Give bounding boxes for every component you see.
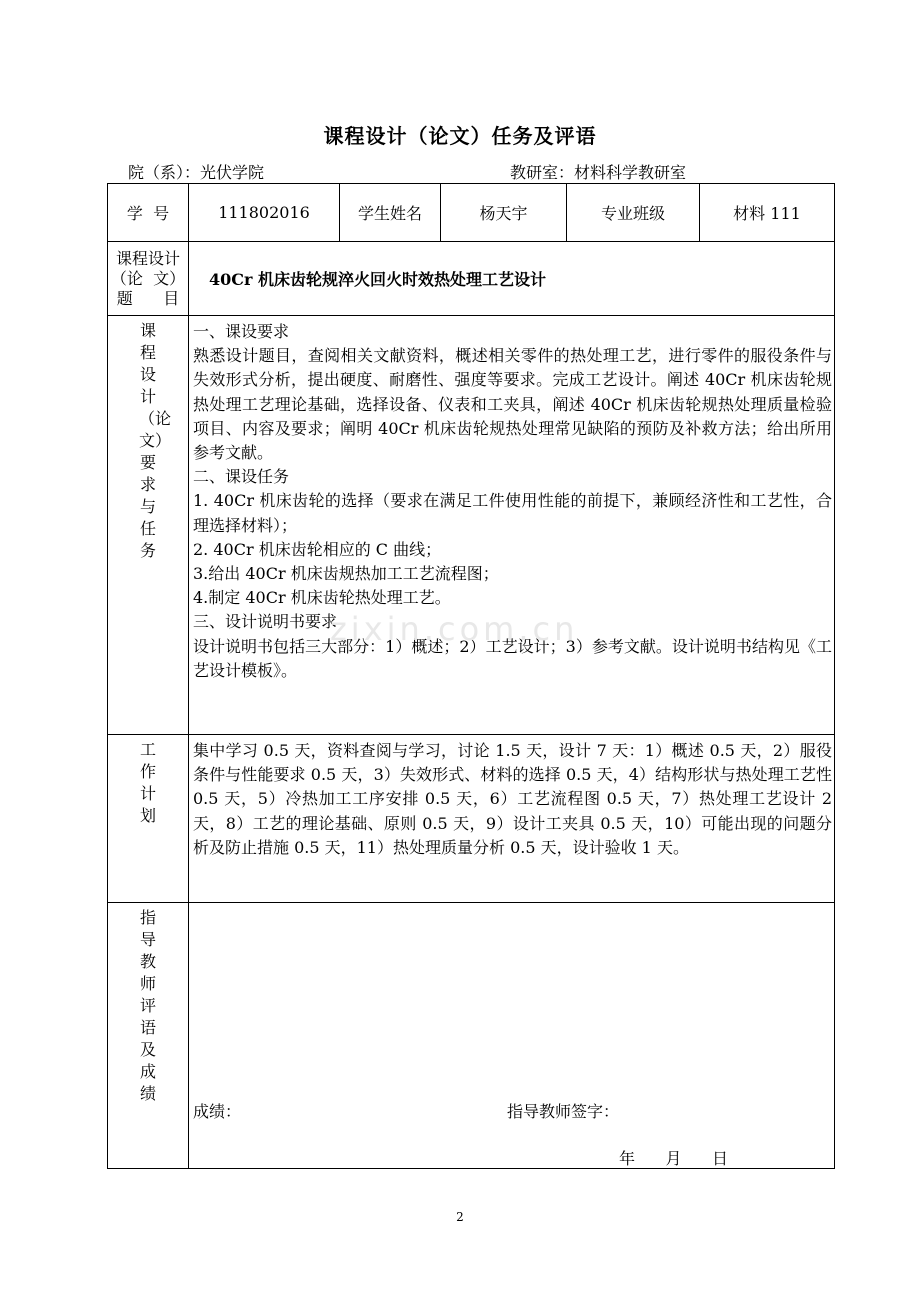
student-id-value: 111802016 [189, 184, 340, 242]
topic-label-line: 课程设计 [115, 248, 180, 268]
work-plan-label-text: 工作计划 [139, 740, 156, 825]
work-plan-row [108, 735, 835, 903]
document-title: 课程设计（论文）任务及评语 [323, 124, 597, 148]
task-item: 3.给出 40Cr 机床齿规热加工工艺流程图； [193, 564, 499, 584]
task-item: 4.制定 40Cr 机床齿轮热处理工艺。 [193, 588, 451, 608]
task-item: 2. 40Cr 机床齿轮相应的 C 曲线； [193, 539, 442, 559]
topic-value: 40Cr 机床齿轮规淬火回火时效热处理工艺设计 [189, 242, 835, 316]
comments-row [108, 903, 835, 1169]
requirements-label [108, 316, 189, 735]
requirements-paragraph: 熟悉设计题目，查阅相关文献资料，概述相关零件的热处理工艺，进行零件的服役条件与失效形式分析，提出硬度、耐磨性、强度等要求。完成工艺设计。阐述 40Cr 机床齿轮规热处理工艺理论基础，选择设备、仪表和工夹具，阐述 40Cr 机床齿轮规热处理质量检验项目、内容及要求；阐明 40Cr 机床齿轮规热处理常见缺陷的预防及补救方法；给出所用参考文献。 [193, 346, 832, 463]
comments-label-text: 指导教师评语及成绩 [139, 908, 156, 1103]
grade-label: 成绩： [193, 1102, 242, 1121]
topic-row [108, 242, 835, 316]
task-item: 1. 40Cr 机床齿轮的选择（要求在满足工件使用性能的前提下，兼顾经济性和工艺性，合理选择材料）； [193, 491, 832, 535]
student-name-value: 杨天宇 [441, 184, 567, 242]
student-id-label: 学 号 [108, 184, 189, 242]
date-label: 年 月 日 [619, 1149, 729, 1168]
watermark: zixin.com.cn [330, 610, 579, 648]
section-heading: 一、课设要求 [193, 322, 290, 341]
student-name-label: 学生姓名 [340, 184, 441, 242]
department-label: 院（系）：光伏学院 [128, 163, 265, 182]
section-heading: 三、设计说明书要求 [193, 612, 338, 632]
manual-requirement-text: 设计说明书包括三大部分：1）概述；2）工艺设计；3）参考文献。设计说明书结构见《工艺设计模板》。 [193, 636, 832, 680]
requirements-label-text: 课程设计（论文）要求与任务 [139, 321, 172, 560]
student-info-row [108, 184, 835, 242]
topic-label-line: 题 目 [116, 288, 180, 308]
work-plan-label [108, 735, 189, 903]
task-form-table [107, 183, 835, 1169]
work-plan-content: 集中学习 0.5 天，资料查阅与学习，讨论 1.5 天，设计 7 天：1）概述 0.5 天，2）服役条件与性能要求 0.5 天，3）失效形式、材料的选择 0.5 天，4）结构形状与热处理工艺性 0.5 天，5）冷热加工工序安排 0.5 天，6）工艺流程图 0.5 天，7）热处理工艺设计 2 天，8）工艺的理论基础、原则 0.5 天，9）设计工夹具 0.5 天，10）可能出现的问题分析及防止措施 0.5 天，11）热处理质量分析 0.5 天，设计验收 1 天。 [189, 735, 835, 903]
teaching-office-label: 教研室：材料科学教研室 [510, 163, 687, 182]
teacher-signature-label: 指导教师签字： [507, 1102, 620, 1121]
comments-content [189, 903, 835, 1169]
section-heading: 二、课设任务 [193, 467, 290, 487]
requirements-content [189, 316, 835, 735]
comments-label [108, 903, 189, 1169]
class-value: 材料 111 [700, 184, 835, 242]
topic-label [108, 242, 189, 316]
page-number: 2 [456, 1210, 464, 1224]
requirements-row [108, 316, 835, 735]
class-label: 专业班级 [567, 184, 700, 242]
topic-label-line: （论 文） [110, 268, 186, 288]
